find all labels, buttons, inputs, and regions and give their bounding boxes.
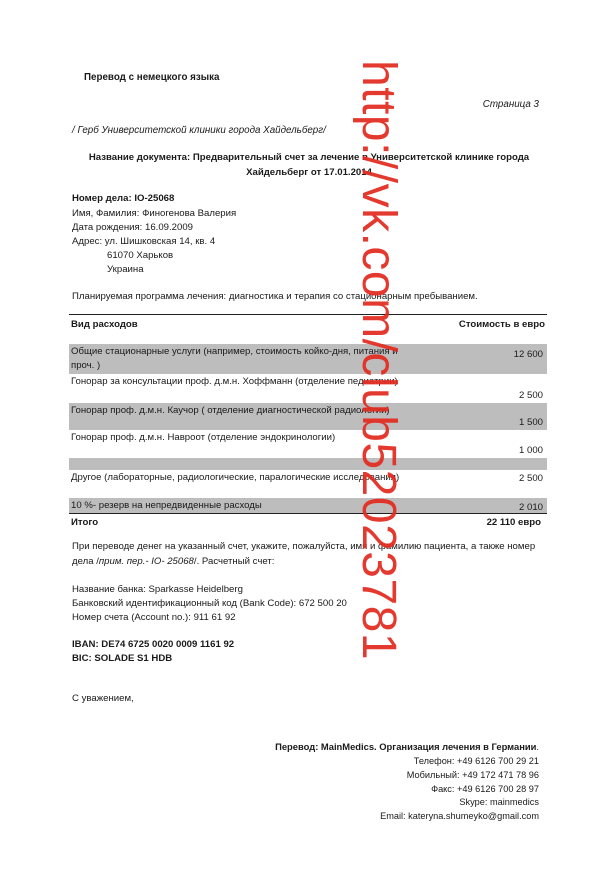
row-amount: 2 500	[518, 390, 543, 401]
account-number: Номер счета (Account no.): 911 61 92	[72, 612, 236, 623]
address-street: Адрес: ул. Шишковская 14, кв. 4	[72, 236, 216, 247]
birth-date: Дата рождения: 16.09.2009	[72, 222, 194, 233]
row-amount: 12 600	[513, 349, 543, 360]
table-row	[69, 470, 547, 498]
table-row	[69, 458, 547, 470]
bic: BIC: SOLADE S1 HDB	[72, 653, 173, 664]
address-city: 61070 Харьков	[107, 250, 174, 261]
row-description: Общие стационарные услуги (например, стоимость койко-дня, питания и проч. )	[71, 346, 398, 371]
iban: IBAN: DE74 6725 0020 0009 1161 92	[72, 639, 235, 650]
table-header	[69, 314, 547, 334]
row-description: 10 %- резерв на непредвиденные расходы	[71, 500, 262, 511]
translator-note: прим. пер.- IO- 25068	[98, 556, 194, 567]
document-title	[70, 150, 548, 180]
row-description: Гонорар проф. д.м.н. Каучор ( отделение диагностической радиологии)	[71, 405, 390, 416]
table-row	[69, 403, 547, 430]
total-value: 22 110 евро	[486, 517, 541, 528]
row-amount: 2 010	[518, 502, 543, 513]
document-title-line2: Хайдельберг от 17.01.2014	[246, 167, 372, 178]
row-description: Другое (лабораторные, радиологические, паралогические исследования)	[71, 472, 400, 483]
table-row	[69, 374, 547, 403]
bank-name: Название банка: Sparkasse Heidelberg	[72, 584, 243, 595]
row-amount: 1 500	[518, 417, 543, 428]
row-description: Гонорар проф. д.м.н. Навроот (отделение эндокринологии)	[71, 432, 336, 443]
footer-title	[275, 741, 539, 752]
footer-fax: Факс: +49 6126 700 28 97	[431, 784, 539, 794]
footer-email: Email: kateryna.shumeyko@gmail.com	[380, 811, 539, 821]
total-label: Итого	[71, 517, 99, 528]
treatment-program: Планируемая программа лечения: диагностика и терапия со стационарным пребыванием.	[72, 291, 478, 302]
document-title-line1: Название документа: Предварительный счет за лечение в Университетской клинике города	[88, 152, 530, 163]
closing-regards: С уважением,	[72, 693, 134, 704]
watermark-url: http://vk.com/club52023781	[352, 60, 405, 661]
coat-of-arms-note: / Герб Университетской клиники города Хайдельберг/	[72, 125, 326, 136]
footer-mobile: Мобильный: +49 172 471 78 96	[406, 770, 539, 780]
patient-name: Имя, Фамилия: Финогенова Валерия	[72, 208, 237, 219]
page-number: Страница 3	[482, 99, 539, 110]
bank-code: Банковский идентификационный код (Bank Code): 672 500 20	[72, 598, 347, 609]
payment-instructions	[72, 539, 542, 569]
table-row	[69, 498, 547, 513]
address-country: Украина	[107, 264, 144, 275]
row-amount: 1 000	[518, 445, 543, 456]
case-number: Номер дела: IO-25068	[72, 193, 175, 204]
footer-title-dot: .	[536, 741, 539, 752]
table-total-row	[69, 513, 547, 530]
row-description: Гонорар за консультации проф. д.м.н. Хоффманн (отделение педиатрии)	[71, 376, 398, 387]
column-header-cost: Стоимость в евро	[458, 319, 545, 330]
footer-skype: Skype: mainmedics	[459, 797, 539, 807]
payment-text-part1: При переводе денег на указанный счет, укажите, пожалуйста, имя и фамилию пациента, а также номер дела /	[72, 541, 536, 567]
payment-text-part2: /. Расчетный счет:	[193, 556, 275, 567]
footer-phone: Телефон: +49 6126 700 29 21	[413, 756, 539, 766]
table-row	[69, 344, 547, 374]
row-amount: 2 500	[518, 473, 543, 484]
translated-from-note: Перевод с немецкого языка	[84, 72, 220, 83]
footer-title-text: Перевод: MainMedics. Организация лечения в Германии	[275, 741, 537, 752]
column-header-type: Вид расходов	[71, 319, 138, 330]
table-row	[69, 430, 547, 458]
